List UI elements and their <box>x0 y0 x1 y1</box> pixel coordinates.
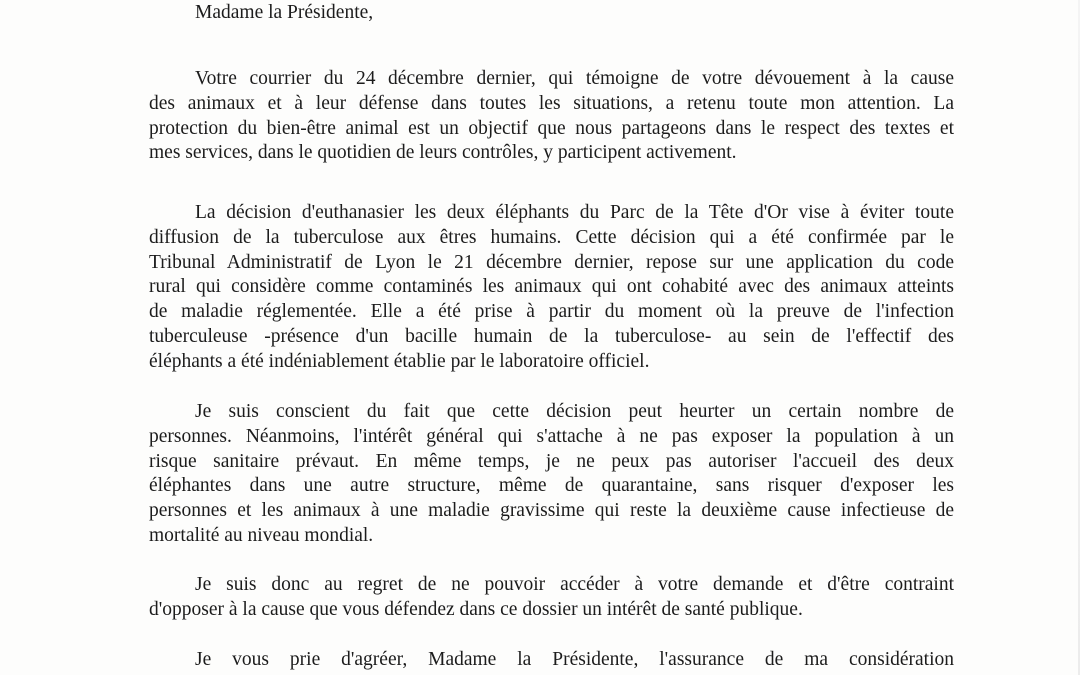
text-line: éléphants a été indéniablement établie par le laboratoire officiel. <box>149 350 650 372</box>
text-line: Je suis donc au regret de ne pouvoir accéder à votre demande et d'être contraint <box>195 574 954 595</box>
text-line: risque sanitaire prévaut. En même temps, je ne peux pas autoriser l'accueil des deux <box>149 450 954 472</box>
paragraph-public-health-risk <box>149 400 954 549</box>
paragraph-closing-formula <box>149 648 954 673</box>
text-line: personnes et les animaux à une maladie gravissime qui reste la deuxième cause infectieuse de <box>149 500 954 522</box>
text-line: mortalité au niveau mondial. <box>149 524 374 546</box>
paragraph-request-refusal <box>149 573 954 623</box>
text-line: Je suis conscient du fait que cette décision peut heurter un certain nombre de <box>195 401 954 422</box>
text-line: diffusion de la tuberculose aux êtres humains. Cette décision qui a été confirmée par le <box>149 226 954 248</box>
text-line: Je vous prie d'agréer, Madame la Présidente, l'assurance de ma considération <box>195 649 954 670</box>
text-line: protection du bien-être animal est un objectif que nous partageons dans le respect des textes et <box>149 117 954 139</box>
text-line: éléphantes dans une autre structure, même de quarantaine, sans risquer d'exposer les <box>149 475 954 497</box>
text-line: Votre courrier du 24 décembre dernier, qui témoigne de votre dévouement à la cause <box>195 68 954 89</box>
paragraph-euthanasia-decision <box>149 201 954 375</box>
text-line: d'opposer à la cause que vous défendez dans ce dossier un intérêt de santé publique. <box>149 598 803 620</box>
text-line: de maladie réglementée. Elle a été prise à partir du moment où la preuve de l'infection <box>149 301 954 323</box>
text-line: mes services, dans le quotidien de leurs contrôles, y participent activement. <box>149 142 737 164</box>
text-line: des animaux et à leur défense dans toutes les situations, a retenu toute mon attention. La <box>149 92 954 114</box>
text-line: personnes. Néanmoins, l'intérêt général qui s'attache à ne pas exposer la population à un <box>149 425 954 447</box>
text-line: tuberculeuse -présence d'un bacille humain de la tuberculose- au sein de l'effectif des <box>149 325 954 347</box>
text-line: La décision d'euthanasier les deux éléphants du Parc de la Tête d'Or vise à éviter toute <box>195 202 954 223</box>
text-line: rural qui considère comme contaminés les animaux qui ont cohabité avec des animaux atteints <box>149 276 954 298</box>
salutation: Madame la Présidente, <box>195 2 374 23</box>
paragraph-reply-acknowledgement <box>149 67 954 166</box>
text-line: Tribunal Administratif de Lyon le 21 décembre dernier, repose sur une application du code <box>149 251 954 273</box>
